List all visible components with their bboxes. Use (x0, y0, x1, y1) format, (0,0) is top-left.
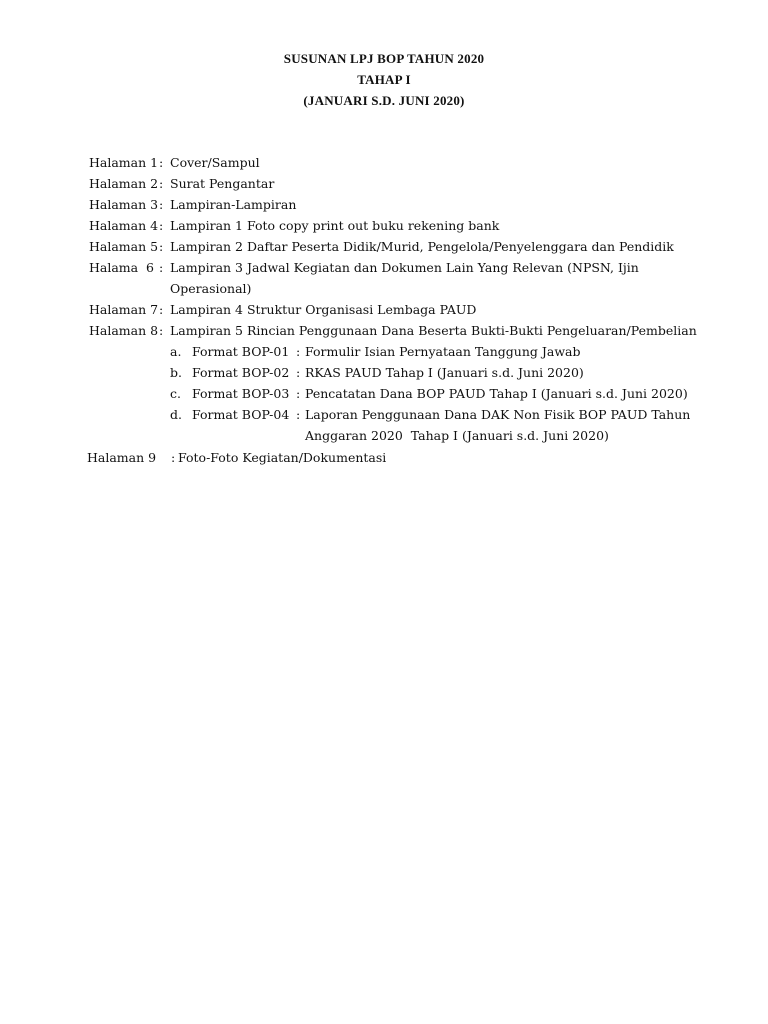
separator: : (159, 197, 164, 212)
separator: : (171, 450, 176, 465)
separator: : (296, 386, 301, 401)
page-label: Halaman 7 (89, 302, 159, 317)
page-content: Lampiran 4 Struktur Organisasi Lembaga PAUD (170, 302, 477, 317)
page-label: Halaman 1 (89, 155, 159, 170)
page-content-continued: Operasional) (170, 281, 252, 296)
page-label: Halaman 9 (87, 450, 157, 465)
page-label: Halaman 5 (89, 239, 159, 254)
separator: : (159, 218, 164, 233)
page-label: Halaman 3 (89, 197, 159, 212)
page-label: Halaman 4 (89, 218, 159, 233)
separator: : (159, 260, 164, 275)
format-code: Format BOP-04 (192, 407, 290, 422)
page-label: Halaman 8 (89, 323, 159, 338)
separator: : (296, 344, 301, 359)
page-content: Lampiran 1 Foto copy print out buku rekening bank (170, 218, 500, 233)
separator: : (159, 323, 164, 338)
document-title: SUSUNAN LPJ BOP TAHUN 2020 (283, 51, 485, 66)
separator: : (296, 407, 301, 422)
format-code: Format BOP-02 (192, 365, 290, 380)
format-description: Formulir Isian Pernyataan Tanggung Jawab (305, 344, 581, 359)
separator: : (296, 365, 301, 380)
sub-item-letter: d. (170, 407, 182, 422)
separator: : (159, 155, 164, 170)
document-subtitle-period: (JANUARI S.D. JUNI 2020) (303, 93, 465, 108)
page-label: Halama 6 (89, 260, 155, 275)
format-description: RKAS PAUD Tahap I (Januari s.d. Juni 2020) (305, 365, 584, 380)
format-description: Laporan Penggunaan Dana DAK Non Fisik BOP PAUD Tahun (305, 407, 691, 422)
separator: : (159, 302, 164, 317)
page-content: Surat Pengantar (170, 176, 275, 191)
format-code: Format BOP-01 (192, 344, 290, 359)
format-description: Pencatatan Dana BOP PAUD Tahap I (Januari s.d. Juni 2020) (305, 386, 688, 401)
page-content: Lampiran 2 Daftar Peserta Didik/Murid, Pengelola/Penyelenggara dan Pendidik (170, 239, 674, 254)
format-code: Format BOP-03 (192, 386, 290, 401)
sub-item-letter: a. (170, 344, 182, 359)
sub-item-letter: c. (170, 386, 181, 401)
page-content: Lampiran 3 Jadwal Kegiatan dan Dokumen Lain Yang Relevan (NPSN, Ijin (170, 260, 639, 275)
page-content: Lampiran 5 Rincian Penggunaan Dana Beserta Bukti-Bukti Pengeluaran/Pembelian (170, 323, 697, 338)
page-label: Halaman 2 (89, 176, 159, 191)
separator: : (159, 176, 164, 191)
page-content: Lampiran-Lampiran (170, 197, 297, 212)
format-description-continued: Anggaran 2020 Tahap I (Januari s.d. Juni 2020) (305, 428, 609, 443)
document-subtitle-stage: TAHAP I (357, 72, 411, 87)
separator: : (159, 239, 164, 254)
sub-item-letter: b. (170, 365, 182, 380)
page-content: Cover/Sampul (170, 155, 260, 170)
page-content: Foto-Foto Kegiatan/Dokumentasi (178, 450, 387, 465)
